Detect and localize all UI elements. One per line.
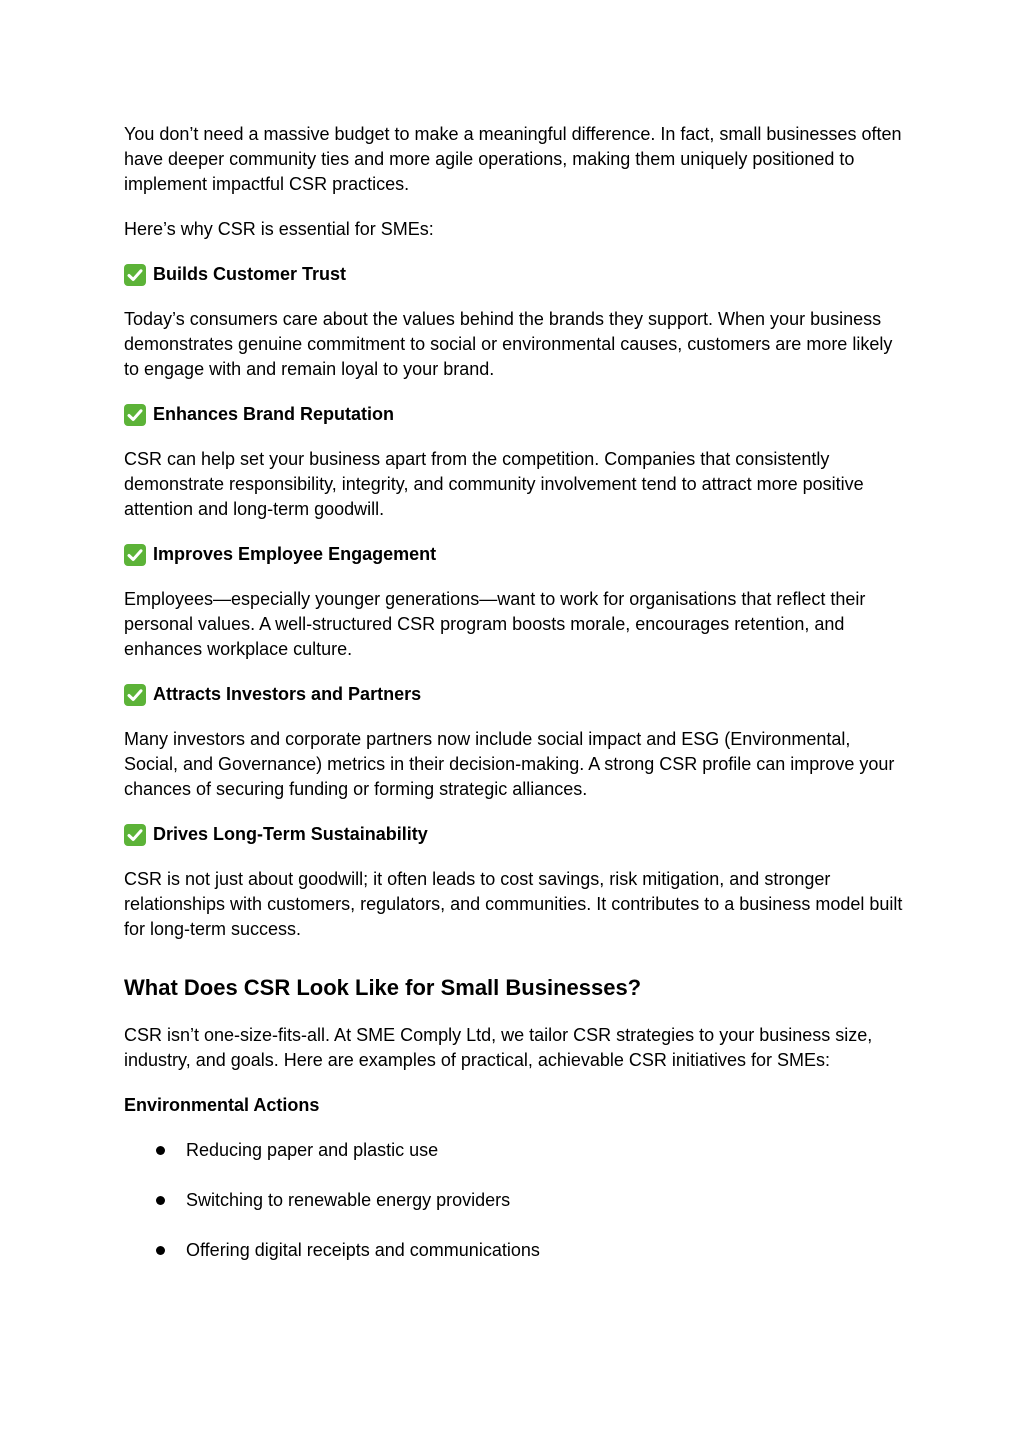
bullet-list	[124, 1138, 904, 1263]
benefit-description: CSR is not just about goodwill; it often leads to cost savings, risk mitigation, and stronger relationships with customers, regulators, and communities. It contributes to a business model built for long-term success.	[124, 869, 903, 939]
list-item	[124, 1188, 904, 1213]
check-mark-icon	[124, 824, 146, 846]
list-item-text: Reducing paper and plastic use	[186, 1140, 439, 1160]
benefit-title-text: Attracts Investors and Partners	[153, 684, 422, 704]
list-item-text: Offering digital receipts and communications	[186, 1240, 540, 1260]
list-item	[124, 1138, 904, 1163]
section-subheading: Environmental Actions	[124, 1095, 320, 1115]
section-paragraph: CSR isn’t one-size-fits-all. At SME Comply Ltd, we tailor CSR strategies to your business size, industry, and goals. Here are examples of practical, achievable CSR initiatives for SMEs:	[124, 1025, 873, 1070]
bullet-icon	[156, 1146, 165, 1155]
benefit-title	[124, 542, 904, 567]
benefit-description: CSR can help set your business apart from the competition. Companies that consistently demonstrate responsibility, integrity, and community involvement tend to attract more positive attention and long-term goodwill.	[124, 449, 864, 519]
bullet-icon	[156, 1246, 165, 1255]
benefit-title-text: Builds Customer Trust	[153, 264, 347, 284]
document-page	[124, 122, 904, 1288]
intro-lead-in: Here’s why CSR is essential for SMEs:	[124, 219, 434, 239]
benefit-title	[124, 822, 904, 847]
list-item-text: Switching to renewable energy providers	[186, 1190, 511, 1210]
benefit-description: Today’s consumers care about the values behind the brands they support. When your business demonstrates genuine commitment to social or environmental causes, customers are more likely to engage with and remain loyal to your brand.	[124, 309, 893, 379]
benefit-title-text: Enhances Brand Reputation	[153, 404, 395, 424]
benefit-description: Many investors and corporate partners now include social impact and ESG (Environmental, Social, and Governance) metrics in their decision-making. A strong CSR profile can improve your chances of securing funding or forming strategic alliances.	[124, 729, 895, 799]
check-mark-icon	[124, 684, 146, 706]
benefit-title-text: Drives Long-Term Sustainability	[153, 824, 428, 844]
check-mark-icon	[124, 404, 146, 426]
benefit-title	[124, 402, 904, 427]
section-heading: What Does CSR Look Like for Small Businesses?	[124, 975, 642, 1000]
check-mark-icon	[124, 544, 146, 566]
intro-paragraph: You don’t need a massive budget to make a meaningful difference. In fact, small businesses often have deeper community ties and more agile operations, making them uniquely positioned to implement impactful CSR practices.	[124, 124, 902, 194]
check-mark-icon	[124, 264, 146, 286]
benefit-title	[124, 682, 904, 707]
benefit-title-text: Improves Employee Engagement	[153, 544, 437, 564]
benefit-description: Employees—especially younger generations—want to work for organisations that reflect their personal values. A well-structured CSR program boosts morale, encourages retention, and enhances workplace culture.	[124, 589, 866, 659]
bullet-icon	[156, 1196, 165, 1205]
list-item	[124, 1238, 904, 1263]
benefit-title	[124, 262, 904, 287]
